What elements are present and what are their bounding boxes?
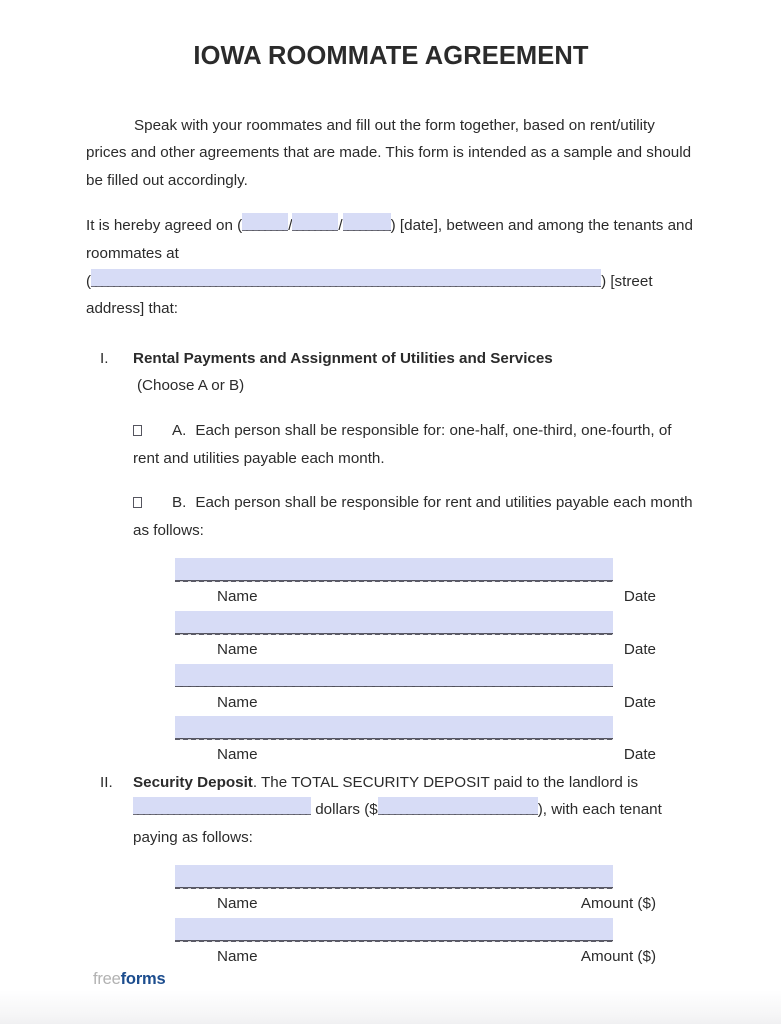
entry-labels (175, 941, 696, 971)
date-separator-1: / (288, 217, 293, 235)
document-body (86, 0, 696, 971)
entry-label-amount: Amount ($) (580, 948, 656, 966)
name-date-field-1[interactable] (175, 558, 613, 581)
deposit-amount-field[interactable] (378, 797, 538, 815)
entry-labels (175, 634, 696, 664)
entry-label-name: Name (217, 640, 258, 658)
agreement-paragraph (86, 212, 696, 322)
section-1-heading: Rental Payments and Assignment of Utilities and Services (133, 349, 553, 367)
section-2-entry-block (133, 865, 696, 970)
section-2-numeral: II. (100, 773, 113, 791)
option-a[interactable] (133, 417, 696, 472)
section-2-text-3: ), with each tenant (537, 801, 662, 819)
date-month-field[interactable] (242, 213, 288, 231)
option-b-letter: B. (172, 494, 187, 512)
page-bottom-edge (0, 990, 781, 1024)
entry-label-date: Date (623, 588, 656, 606)
option-b-text: Each person shall be responsible for rent and utilities payable each month as follows: (133, 494, 693, 539)
checkbox-icon-option-b[interactable] (133, 497, 142, 508)
section-2-text-1: . The TOTAL SECURITY DEPOSIT paid to the landlord is (252, 773, 639, 791)
section-2-text-4: paying as follows: (133, 828, 253, 846)
checkbox-icon-option-a[interactable] (133, 425, 142, 436)
option-a-text: Each person shall be responsible for: one-half, one-third, one-fourth, of rent and utilities payable each month. (133, 421, 672, 467)
entry-label-name: Name (217, 948, 258, 966)
entry-row (175, 611, 613, 634)
section-1-entry-block (133, 558, 696, 768)
entry-label-date: Date (623, 640, 656, 658)
entry-row (175, 865, 613, 888)
deposit-words-field[interactable] (133, 797, 311, 815)
section-2-text-2: dollars ($ (315, 801, 378, 819)
option-a-letter: A. (172, 421, 187, 439)
entry-label-name: Name (217, 588, 258, 606)
freeforms-logo[interactable] (93, 970, 165, 989)
name-amount-field-2[interactable] (175, 918, 613, 941)
entry-label-name: Name (217, 895, 258, 913)
entry-labels (175, 581, 696, 611)
agreed-middle-text: ) [date], between and among the tenants and roommates at (86, 217, 693, 262)
page-title: IOWA ROOMMATE AGREEMENT (193, 42, 589, 70)
entry-label-amount: Amount ($) (580, 895, 656, 913)
entry-labels (175, 739, 696, 769)
section-security-deposit (86, 769, 696, 971)
address-suffix-text: address] that: (86, 300, 179, 318)
name-amount-field-1[interactable] (175, 865, 613, 888)
entry-label-date: Date (623, 746, 656, 764)
entry-label-name: Name (217, 693, 258, 711)
address-close-text: ) [street (601, 272, 653, 290)
entry-row (175, 716, 613, 739)
entry-row (175, 664, 613, 687)
name-date-field-4[interactable] (175, 716, 613, 739)
name-date-field-2[interactable] (175, 611, 613, 634)
entry-labels (175, 687, 696, 717)
logo-text-forms: forms (120, 970, 166, 988)
date-separator-2: / (338, 217, 343, 235)
intro-paragraph: Speak with your roommates and fill out the form together, based on rent/utility prices and other agreements that are made. This form is intended as a sample and should be filled out accordingly. (86, 116, 692, 189)
entry-label-date: Date (623, 693, 656, 711)
section-1-numeral: I. (100, 349, 109, 367)
section-1-subtitle: (Choose A or B) (137, 377, 245, 395)
logo-text-free: free (93, 970, 121, 988)
entry-row (175, 558, 613, 581)
entry-label-name: Name (217, 746, 258, 764)
address-open-paren: ( (86, 272, 92, 290)
name-date-field-3[interactable] (175, 664, 613, 687)
entry-labels (175, 888, 696, 918)
section-rental-payments (86, 345, 696, 769)
option-b[interactable] (133, 489, 696, 544)
entry-row (175, 918, 613, 941)
agreed-prefix-text: It is hereby agreed on ( (86, 217, 243, 235)
date-year-field[interactable] (343, 213, 391, 231)
section-2-heading: Security Deposit (133, 773, 253, 791)
street-address-field[interactable] (91, 269, 601, 287)
date-day-field[interactable] (292, 213, 338, 231)
